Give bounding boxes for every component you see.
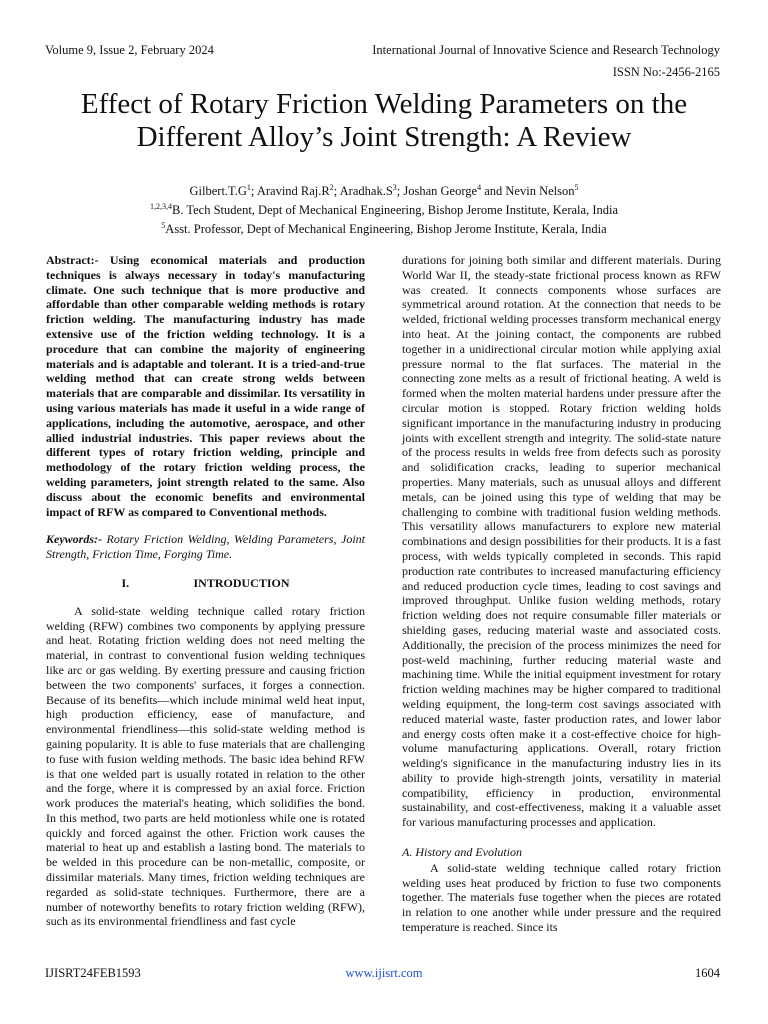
affiliation-professor: $^5$Asst. Professor, Dept of Mechanical Engineering, Bishop Jerome Institute, Kerala, India [161,221,607,237]
footer-website-link[interactable]: www.ijisrt.com [345,966,423,980]
affiliation-students: $^{1,2,3,4}$B. Tech Student, Dept of Mechanical Engineering, Bishop Jerome Institute, Kerala, India [150,202,618,218]
abstract: Abstract:- Using economical materials and production techniques is always necessary in today's manufacturing climate. One such technique that is more productive and affordable than other comparable welding methods is rotary friction welding. The manufacturing industry has made extensive use of the friction welding technology. It is a procedure that can combine the majority of engineering materials and is adaptable and tolerant. It is a tried-and-true welding method that can create strong welds between materials that are comparable and dissimilar. Its versatility in using various materials has made it useful in a wide range of applications, including the automotive, aerospace, and other allied industrial industries. This paper reviews about the different types of rotary friction welding, principle and methodology of the rotary friction welding process, the welding parameters, joint strength related to the same. Also discuss about the economic benefits and environmental impact of RFW as compared to Conventional methods. [46,253,365,519]
intro-paragraph: A solid-state welding technique called rotary friction welding (RFW) combines two components by applying pressure and heat. Rotating friction welding does not need melting the material, in contrast to conventional fusion welding techniques like arc or gas welding. By exerting pressure and causing friction between the two components' surfaces, it forges a connection. Because of its benefits—which include minimal weld heat input, high production efficiency, ease of manufacture, and environmental friendliness—this solid-state welding method is gaining popularity. It is able to fuse materials that are challenging to fuse with fusion welding methods. The basic idea behind RFW is that one welded part is usually rotated in relation to the other and the forge, where it is compressed by an axial force. Friction work produces the material's heating, which solidifies the bond. In this method, two parts are held motionless while one is rotated quickly and forced against the other. Friction work causes the material to heat up and establish a lasting bond. The materials to be welded in this procedure can be non-metallic, composite, or dissimilar materials. Many times, friction welding techniques are regarded as solid-state techniques. Furthermore, there are a number of noteworthy benefits to rotary friction welding (RFW), such as its environmental friendliness and fast cycle [46,603,365,929]
author-names: $Gilbert.T.G^1$; Aravind $Raj.R^2$; $Aradhak.S^3$; Joshan George$^4$ and Nevin Nelson$^5$ [189,183,579,199]
page-number: 1604 [695,966,720,980]
keywords: Keywords:- Rotary Friction Welding, Welding Parameters, Joint Strength, Friction Time, Forging Time. [46,532,365,562]
left-column [46,253,365,929]
right-column [402,253,721,935]
running-header-journal: International Journal of Innovative Science and Research Technology [372,43,720,57]
subsection-heading-history: A. History and Evolution [402,845,522,860]
footer-paper-id: IJISRT24FEB1593 [45,966,141,980]
author-block [40,180,728,237]
issn: ISSN No:-2456-2165 [612,65,720,79]
intro-paragraph-continued: durations for joining both similar and different materials. During World War II, the steady-state frictional process known as RFW was created. It connects components whose surfaces are symmetrical around rotation. At the connection that needs to be welded, frictional welding processes transform mechanical energy into heat. At the joining contact, the components are rubbed together in a unidirectional circular motion while applying axial pressure normal to the flat surfaces. The material in the connecting zone melts as a result of frictional heating. A weld is formed when the molten material hardens under pressure after the circular motion is stopped. Rotary friction welding holds significant importance in the manufacturing industry in producing joints with excellent strength and integrity. The solid-state nature of the process results in welds free from defects such as porosity and solidification cracks, leading to superior mechanical properties. Many materials, such as unusual alloys and different metals, can be joined using this type of welding that may be challenging to combine with traditional fusion welding methods. This versatility allows manufacturers to explore new material combinations and design possibilities for their products. It is a fast process, with welds typically completed in seconds. This rapid production rate contributes to increased manufacturing efficiency and reduced production cycle times, leading to cost savings and improved throughput. Unlike fusion welding methods, rotary friction welding does not require consumable filler materials or shielding gases, reducing material waste and associated costs. Additionally, the precision of the process minimizes the need for post-weld machining, further reducing material waste and machining time. While the initial equipment investment for rotary friction welding machines may be higher compared to traditional welding equipment, the long-term cost savings associated with reduced material waste, faster production rates, and lower labor and energy costs often make it a cost-effective choice for high-volume manufacturing applications. Overall, rotary friction welding's significance in the manufacturing industry lies in its ability to provide high-strength joints, versatility in material compatibility, efficiency in production, environmental sustainability, and cost-effectiveness, making it a valuable asset for various manufacturing processes and application. [402,253,721,830]
section-heading-introduction: I. INTRODUCTION [121,575,290,590]
running-header-volume: Volume 9, Issue 2, February 2024 [45,43,214,57]
history-paragraph: A solid-state welding technique called rotary friction welding uses heat produced by friction to fuse two components together. The materials fuse together when the pieces are rotated in relation to one another while under pressure and the required temperature is reached. Since its [402,860,721,935]
paper-title: Effect of Rotary Friction Welding Parameters on the Different Alloy’s Joint Strength: A Review [80,88,688,153]
